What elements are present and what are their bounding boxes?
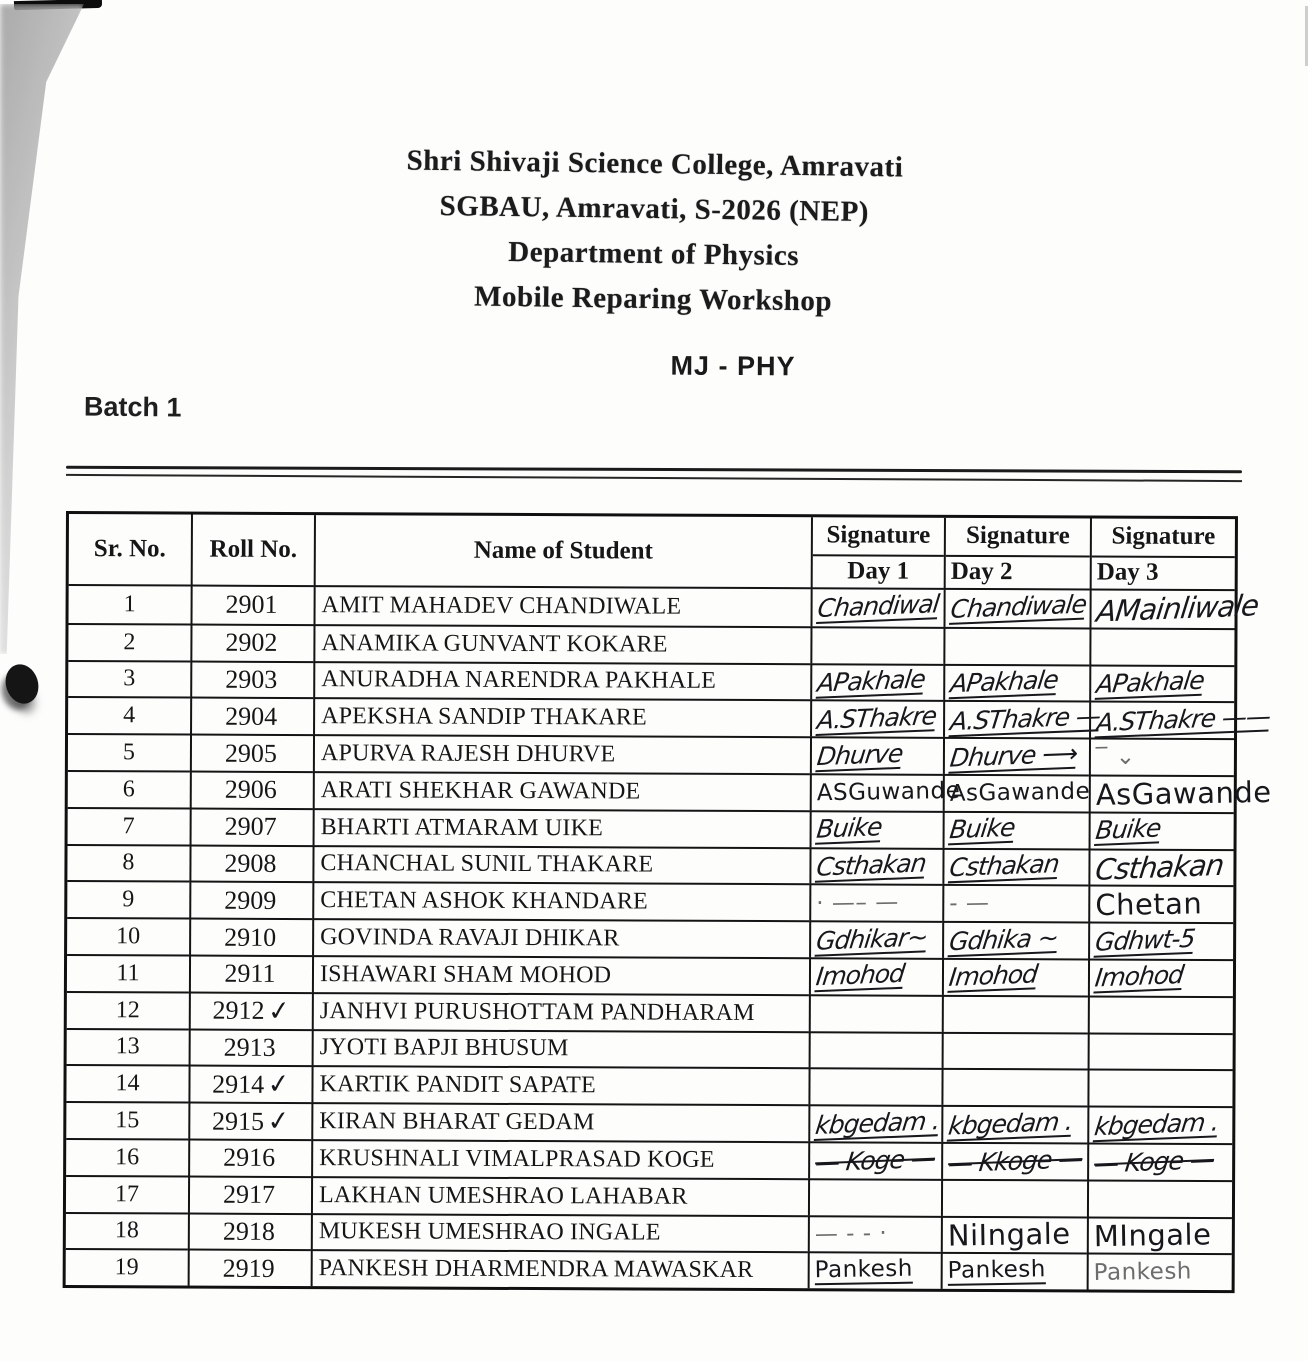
signature-day3-cell: [1087, 1253, 1232, 1290]
signature-day3: ‾ ⌄: [1095, 743, 1136, 770]
table-row: [69, 586, 1261, 630]
table-row: [68, 696, 1272, 738]
signature-day3-cell: [1088, 995, 1233, 1032]
signature-day1-cell: [808, 1104, 941, 1141]
header-signature-day3: [1090, 518, 1235, 591]
signature-day3-cell: [1089, 627, 1234, 664]
signature-day3: kbgedam .: [1092, 1106, 1221, 1141]
table-row: [67, 880, 1233, 922]
roll-no-cell: [188, 1138, 311, 1175]
signature-day1-cell: [808, 1068, 941, 1105]
roll-no-value: 2915: [211, 1106, 265, 1136]
title-line-department: Department of Physics: [508, 235, 800, 273]
signature-day3-cell: [1087, 1179, 1232, 1216]
signature-day1: Buike: [815, 812, 884, 844]
student-name-cell: KARTIK PANDIT SAPATE: [311, 1065, 808, 1104]
header-signature-day1: [811, 517, 944, 590]
student-name-cell: ANAMIKA GUNVANT KOKARE: [313, 624, 810, 663]
signature-day1: — - - ·: [814, 1220, 888, 1248]
signature-day2: Csthakan: [947, 848, 1061, 883]
sr-no-cell: 6: [68, 770, 190, 807]
signature-day2-cell: [943, 774, 1089, 811]
signature-day3-cell: [1087, 1069, 1232, 1106]
signature-day1-cell: [809, 994, 942, 1031]
signature-day1-cell: [810, 700, 943, 737]
roll-no-cell: [190, 697, 313, 734]
student-name-cell: PANKESH DHARMENDRA MAWASKAR: [311, 1249, 808, 1288]
signature-day3: AMainliwale: [1094, 588, 1261, 630]
signature-day2: Imohod: [947, 959, 1039, 993]
signature-day2: A.SThakre —: [948, 700, 1102, 736]
signature-day3-cell: [1088, 922, 1233, 959]
student-name-cell: KRUSHNALI VIMALPRASAD KOGE: [311, 1139, 808, 1178]
checkmark: ✓: [265, 1104, 292, 1139]
sr-no-cell: 19: [66, 1248, 188, 1285]
sr-no-cell: 10: [67, 917, 189, 954]
signature-day2: Chandiwale: [949, 589, 1088, 625]
signature-day3-cell: [1089, 774, 1272, 813]
signature-day1-cell: [808, 1141, 941, 1178]
signature-day3-cell: [1088, 1032, 1233, 1069]
signature-day3-cell: [1088, 958, 1233, 995]
table-row: [67, 917, 1233, 959]
signature-day2: Buike: [948, 812, 1017, 845]
signature-day1: Pankesh: [814, 1255, 914, 1284]
roll-no-value: 2914: [212, 1069, 265, 1099]
signature-day3: MIngale: [1093, 1217, 1212, 1254]
signature-day1-cell: [809, 920, 942, 957]
table-row: [67, 991, 1233, 1033]
roll-no-value: 2909: [224, 885, 277, 915]
table-row: [68, 807, 1234, 849]
table-row: [68, 770, 1272, 813]
header-signature-label: Signature: [1092, 518, 1235, 558]
signature-day1: Imohod: [814, 959, 906, 992]
signature-day2-cell: [941, 1068, 1087, 1105]
roll-no-cell: [189, 1028, 312, 1065]
student-name-cell: ISHAWARI SHAM MOHOD: [312, 955, 809, 994]
header-sr-no: Sr. No.: [69, 514, 191, 587]
header-signature-label: Signature: [813, 517, 944, 556]
signature-day3: — Koge —: [1092, 1145, 1216, 1180]
header-roll-no: Roll No.: [191, 515, 314, 588]
signature-day2: Dhurve ⟶: [948, 738, 1079, 773]
sr-no-cell: 7: [68, 807, 190, 844]
checkmark: ✓: [266, 994, 292, 1028]
signature-day3-cell: [1087, 1106, 1232, 1143]
signature-day2: AsGawande: [949, 778, 1091, 808]
student-name-cell: CHANCHAL SUNIL THAKARE: [312, 845, 809, 884]
table-row: [66, 1101, 1232, 1143]
table-row: [68, 733, 1234, 775]
header-signature-day2: [944, 518, 1090, 591]
sr-no-cell: 2: [68, 623, 190, 660]
title-line-university: SGBAU, Amravati, S-2026 (NEP): [439, 190, 870, 228]
signature-day2-cell: [942, 958, 1088, 995]
signature-day1-cell: [808, 1252, 941, 1289]
roll-no-value: 2901: [225, 590, 278, 620]
course-code: MJ - PHY: [670, 350, 796, 382]
signature-day3-cell: [1087, 1142, 1232, 1179]
roll-no-cell: [190, 807, 313, 844]
student-name-cell: GOVINDA RAVAJI DHIKAR: [312, 918, 809, 957]
student-name-cell: ANURADHA NARENDRA PAKHALE: [313, 661, 810, 700]
roll-no-value: 2902: [225, 627, 278, 658]
sr-no-cell: 16: [66, 1138, 188, 1175]
sr-no-cell: 3: [68, 660, 190, 697]
signature-day1: Csthakan: [814, 848, 928, 882]
table-row: [67, 954, 1233, 996]
roll-no-value: 2910: [224, 922, 277, 952]
student-name-cell: CHETAN ASHOK KHANDARE: [312, 881, 809, 920]
signature-day2: APakhale: [948, 664, 1060, 699]
roll-no-cell: [190, 771, 313, 808]
roll-no-cell: [189, 955, 312, 992]
table-row: [66, 1138, 1232, 1180]
roll-no-cell: [189, 844, 312, 881]
roll-no-value: 2908: [224, 848, 277, 878]
sr-no-cell: 18: [66, 1212, 188, 1249]
roll-no-cell: [188, 1102, 311, 1139]
sr-no-cell: 17: [66, 1175, 188, 1212]
signature-day2: - —: [949, 889, 990, 917]
signature-day2-cell: [943, 811, 1089, 848]
roll-no-cell: [191, 587, 314, 624]
roll-no-cell: [188, 1175, 311, 1212]
roll-no-value: 2913: [223, 1032, 276, 1062]
divider-line-top: [66, 466, 1242, 474]
signature-day1-cell: [810, 626, 943, 663]
table-row: [67, 1028, 1233, 1070]
signature-day2-cell: [943, 663, 1089, 700]
student-name-cell: JYOTI BAPJI BHUSUM: [312, 1029, 809, 1068]
title-line-workshop: Mobile Reparing Workshop: [473, 280, 833, 318]
header-day2-label: Day 2: [950, 558, 1013, 586]
signature-day3: Csthakan: [1093, 847, 1226, 887]
signature-day1-cell: [809, 847, 942, 884]
signature-day2-cell: [943, 737, 1089, 774]
roll-no-value: 2917: [222, 1179, 276, 1210]
roll-no-cell: [189, 881, 312, 918]
table-row: [66, 1064, 1232, 1106]
sr-no-cell: 13: [67, 1028, 189, 1065]
signature-day2-cell: [941, 1142, 1087, 1179]
table-row: [68, 623, 1234, 665]
roll-no-cell: [190, 660, 313, 697]
student-name-cell: JANHVI PURUSHOTTAM PANDHARAM: [312, 992, 809, 1031]
roll-no-cell: [188, 1249, 311, 1286]
student-name-cell: LAKHAN UMESHRAO LAHABAR: [311, 1176, 808, 1215]
signature-day3-cell: [1088, 848, 1233, 885]
sr-no-cell: 14: [66, 1064, 188, 1101]
signature-day1: · —– —: [816, 889, 899, 917]
signature-day1-cell: [808, 1178, 941, 1215]
signature-day2: NiIngale: [947, 1216, 1071, 1253]
roll-no-value: 2916: [223, 1143, 276, 1173]
signature-day3-cell: [1089, 738, 1234, 775]
signature-day2-cell: [942, 884, 1088, 921]
roll-no-value: 2907: [224, 811, 277, 842]
signature-day1-cell: [809, 884, 942, 921]
signature-day3: Pankesh: [1093, 1258, 1193, 1286]
signature-day2-cell: [943, 627, 1089, 664]
table-row: [66, 1175, 1232, 1217]
signature-day1: kbgedam .: [813, 1105, 942, 1140]
table-body: [66, 586, 1272, 1290]
signature-day1-cell: [811, 589, 944, 626]
divider-line-bottom: [66, 474, 1242, 482]
signature-day1: — Koge —: [813, 1143, 937, 1178]
signature-day1: Dhurve: [815, 738, 905, 771]
signature-day1: A.SThakre: [815, 700, 938, 735]
signature-day2: kbgedam .: [946, 1106, 1075, 1141]
student-name-cell: MUKESH UMESHRAO INGALE: [311, 1213, 808, 1252]
title-line-college: Shri Shivaji Science College, Amravati: [406, 144, 904, 184]
table-header-row: [69, 514, 1235, 591]
signature-day2-cell: [941, 1252, 1087, 1289]
attendance-table: [63, 511, 1272, 1293]
signature-day1: ASGuwande: [816, 778, 961, 807]
sr-no-cell: 15: [66, 1101, 188, 1138]
student-name-cell: APURVA RAJESH DHURVE: [313, 734, 810, 773]
signature-day3: Buike: [1094, 813, 1163, 846]
student-name-cell: ARATI SHEKHAR GAWANDE: [313, 771, 810, 810]
table-row: [68, 660, 1234, 702]
signature-day1: Chandiwal: [816, 589, 941, 624]
signature-day1-cell: [810, 773, 961, 810]
sr-no-cell: 5: [68, 733, 190, 770]
signature-day3-cell: [1089, 811, 1234, 848]
roll-no-cell: [190, 623, 313, 660]
sr-no-cell: 11: [67, 954, 189, 991]
student-name-cell: KIRAN BHARAT GEDAM: [311, 1102, 808, 1141]
signature-day1-cell: [810, 810, 943, 847]
student-name-cell: BHARTI ATMARAM UIKE: [313, 808, 810, 847]
roll-no-value: 2918: [222, 1216, 275, 1246]
roll-no-cell: [190, 734, 313, 771]
signature-day3: Imohod: [1093, 960, 1185, 993]
student-name-cell: APEKSHA SANDIP THAKARE: [313, 697, 810, 736]
signature-day1-cell: [810, 736, 943, 773]
header-signature-label: Signature: [946, 518, 1090, 558]
signature-day1-cell: [810, 663, 943, 700]
signature-day2-cell: [941, 1105, 1087, 1142]
signature-day1-cell: [809, 1031, 942, 1068]
sr-no-cell: 4: [68, 696, 190, 733]
signature-day2-cell: [943, 700, 1102, 737]
student-name-cell: AMIT MAHADEV CHANDIWALE: [314, 587, 811, 626]
sr-no-cell: 9: [67, 880, 189, 917]
header-day3-label: Day 3: [1096, 558, 1159, 587]
table-row: [66, 1212, 1232, 1254]
punch-hole-mark: [1, 660, 44, 708]
signature-day3: AsGawande: [1095, 775, 1272, 813]
signature-day2-cell: [942, 1031, 1088, 1068]
signature-day3: A.SThakre ——: [1094, 701, 1272, 738]
table-row: [66, 1248, 1232, 1290]
header-name-of-student: Name of Student: [314, 515, 811, 589]
signature-day3-cell: [1087, 1216, 1232, 1253]
signature-day2-cell: [942, 921, 1088, 958]
signature-day3-cell: [1089, 701, 1272, 738]
signature-day3-cell: [1089, 664, 1234, 701]
signature-day2-cell: [942, 995, 1088, 1032]
signature-day3: APakhale: [1094, 665, 1206, 699]
signature-day1-cell: [809, 957, 942, 994]
roll-no-cell: [188, 1212, 311, 1249]
roll-no-cell: [189, 918, 312, 955]
roll-no-value: 2912: [212, 995, 265, 1026]
roll-no-value: 2911: [224, 959, 276, 989]
signature-day1: Gdhikar~: [814, 921, 930, 956]
sr-no-cell: 1: [123, 591, 136, 618]
roll-no-cell: [188, 1065, 311, 1102]
table-row: [67, 844, 1233, 886]
signature-day2: Pankesh: [947, 1255, 1047, 1284]
signature-day2-cell: [944, 590, 1090, 627]
signature-day2: Gdhika ~: [947, 922, 1060, 956]
signature-day1: APakhale: [815, 664, 927, 698]
document-title: [283, 137, 1025, 327]
roll-no-value: 2906: [224, 775, 277, 805]
signature-day3-cell: [1088, 885, 1233, 922]
batch-label: Batch 1: [83, 391, 182, 423]
roll-no-value: 2904: [225, 701, 278, 731]
roll-no-value: 2903: [225, 664, 278, 694]
roll-no-cell: [189, 991, 312, 1028]
header-day1-label: Day 1: [847, 557, 910, 586]
signature-day3: Gdhwt-5: [1093, 923, 1197, 957]
checkmark: ✓: [265, 1068, 292, 1102]
sr-no-cell: 12: [67, 991, 189, 1028]
signature-day2-cell: [941, 1215, 1087, 1252]
signature-day3: Chetan: [1095, 886, 1203, 922]
signature-day2-cell: [941, 1179, 1087, 1216]
roll-no-value: 2919: [222, 1253, 275, 1283]
sr-no-cell: 8: [67, 844, 189, 881]
signature-day2-cell: [942, 847, 1088, 884]
signature-day3-cell: [1090, 588, 1261, 630]
signature-day2: — Kkoge —: [946, 1144, 1085, 1179]
roll-no-value: 2905: [224, 738, 278, 768]
signature-day1-cell: [808, 1215, 941, 1252]
